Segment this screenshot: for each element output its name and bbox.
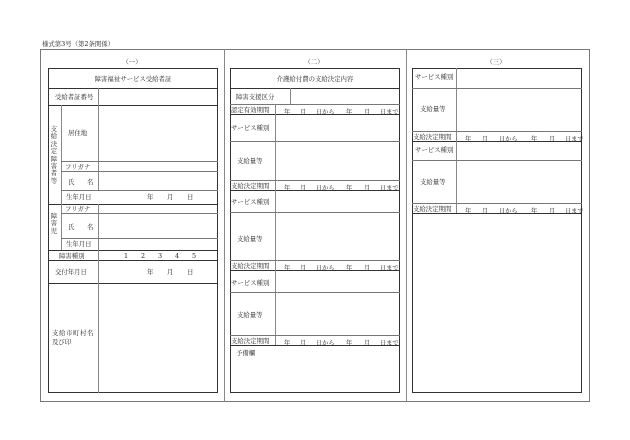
issue-day-unit: 日 bbox=[187, 268, 194, 276]
validity-end-year: 年 bbox=[346, 109, 353, 116]
period-b-end-year: 年 bbox=[346, 265, 353, 272]
period-b-end-day: 日まで bbox=[380, 265, 399, 272]
period-b-start-month: 月 bbox=[300, 265, 307, 272]
period-a-end-year: 年 bbox=[346, 185, 353, 192]
issue-month-unit: 月 bbox=[167, 268, 174, 276]
p2-decision-period-label-c: 支給決定期間 bbox=[231, 337, 270, 345]
furigana-label: フリガナ bbox=[65, 163, 91, 171]
p2-amount-label-a: 支給量等 bbox=[237, 157, 263, 165]
validity-start-day: 日から bbox=[316, 109, 335, 116]
panel1-number: （一） bbox=[122, 58, 142, 66]
disability-option-5: 5 bbox=[192, 252, 197, 260]
disability-option-3: 3 bbox=[158, 252, 163, 260]
validity-end-day: 日まで bbox=[380, 109, 399, 116]
period-a-start-day: 日から bbox=[316, 185, 335, 192]
panel3-number: （三） bbox=[486, 58, 506, 66]
period-a-start-year: 年 bbox=[284, 185, 291, 192]
panel2-title: 介護給付費の支給決定内容 bbox=[276, 75, 354, 83]
period-c-end-year: 年 bbox=[346, 340, 353, 347]
birth-label: 生年月日 bbox=[66, 193, 92, 201]
p3-period-b-start-month: 月 bbox=[482, 208, 489, 215]
issue-year-unit: 年 bbox=[147, 268, 154, 276]
validity-end-month: 月 bbox=[364, 109, 371, 116]
p3-period-b-end-year: 年 bbox=[531, 208, 538, 215]
p3-period-a-start-year: 年 bbox=[465, 136, 472, 143]
p3-period-a-start-day: 日から bbox=[499, 136, 518, 143]
disability-label: 障害種別 bbox=[59, 252, 85, 260]
period-c-end-day: 日まで bbox=[380, 340, 399, 347]
p3-period-a-end-day: 日まで bbox=[565, 136, 584, 143]
p3-period-b-end-month: 月 bbox=[549, 208, 556, 215]
cert-number-label: 受給者証番号 bbox=[55, 93, 94, 101]
fold-line-2 bbox=[406, 49, 407, 402]
period-c-start-month: 月 bbox=[300, 340, 307, 347]
fold-line-1 bbox=[224, 49, 225, 402]
p3-period-b-start-day: 日から bbox=[499, 208, 518, 215]
period-c-start-year: 年 bbox=[284, 340, 291, 347]
issuer-label-2: 及び印 bbox=[52, 338, 72, 346]
disability-option-1: 1 bbox=[124, 252, 129, 260]
p2-service-label-a: サービス種別 bbox=[231, 124, 270, 132]
category-label: 障害支援区分 bbox=[236, 93, 275, 101]
p2-amount-label-b: 支給量等 bbox=[237, 235, 263, 243]
disability-option-4: 4 bbox=[175, 252, 180, 260]
disability-option-2: 2 bbox=[141, 252, 146, 260]
issue-date-label: 交付年月日 bbox=[55, 268, 87, 276]
p2-service-label-b: サービス種別 bbox=[231, 198, 270, 206]
period-c-start-day: 日から bbox=[316, 340, 335, 347]
p3-period-a-end-year: 年 bbox=[531, 136, 538, 143]
validity-start-month: 月 bbox=[300, 109, 307, 116]
p3-period-a-end-month: 月 bbox=[549, 136, 556, 143]
p3-period-a-start-month: 月 bbox=[482, 136, 489, 143]
period-b-end-month: 月 bbox=[364, 265, 371, 272]
child-group-label: 障害児 bbox=[50, 212, 58, 235]
furigana2-label: フリガナ bbox=[65, 205, 91, 213]
p2-decision-period-label-b: 支給決定期間 bbox=[231, 262, 270, 270]
p3-amount-label-a: 支給量等 bbox=[420, 105, 446, 113]
p3-service-label-b: サービス種別 bbox=[415, 146, 454, 154]
birth-day-unit: 日 bbox=[187, 193, 194, 201]
address-label: 居住地 bbox=[68, 129, 88, 137]
panel3-decision-content bbox=[412, 68, 582, 393]
p3-decision-period-label-b: 支給決定期間 bbox=[413, 205, 452, 213]
period-a-start-month: 月 bbox=[300, 185, 307, 192]
period-c-end-month: 月 bbox=[364, 340, 371, 347]
p2-amount-label-c: 支給量等 bbox=[237, 311, 263, 319]
birth2-label: 生年月日 bbox=[66, 240, 92, 248]
validity-label: 認定有効期間 bbox=[231, 106, 270, 114]
p3-amount-label-b: 支給量等 bbox=[420, 178, 446, 186]
reserve-label: 予備欄 bbox=[236, 349, 256, 357]
period-a-end-month: 月 bbox=[364, 185, 371, 192]
p2-decision-period-label-a: 支給決定期間 bbox=[231, 182, 270, 190]
birth-month-unit: 月 bbox=[167, 193, 174, 201]
recipient-group-label: 支給決定障害者等 bbox=[50, 125, 58, 185]
period-a-end-day: 日まで bbox=[380, 185, 399, 192]
name-label: 氏 名 bbox=[68, 178, 94, 186]
p3-service-label-a: サービス種別 bbox=[415, 73, 454, 81]
p3-period-b-end-day: 日まで bbox=[565, 208, 584, 215]
period-b-start-day: 日から bbox=[316, 265, 335, 272]
birth-year-unit: 年 bbox=[147, 193, 154, 201]
period-b-start-year: 年 bbox=[284, 265, 291, 272]
form-label: 様式第3号（第2条関係） bbox=[42, 40, 115, 48]
p3-period-b-start-year: 年 bbox=[465, 208, 472, 215]
panel1-title: 障害福祉サービス受給者証 bbox=[94, 75, 172, 83]
p2-service-label-c: サービス種別 bbox=[231, 279, 270, 287]
validity-start-year: 年 bbox=[284, 109, 291, 116]
panel2-number: （二） bbox=[304, 58, 324, 66]
issuer-label-1: 支給市町村名 bbox=[52, 329, 94, 337]
p3-decision-period-label-a: 支給決定期間 bbox=[413, 133, 452, 141]
name2-label: 氏 名 bbox=[68, 223, 94, 231]
